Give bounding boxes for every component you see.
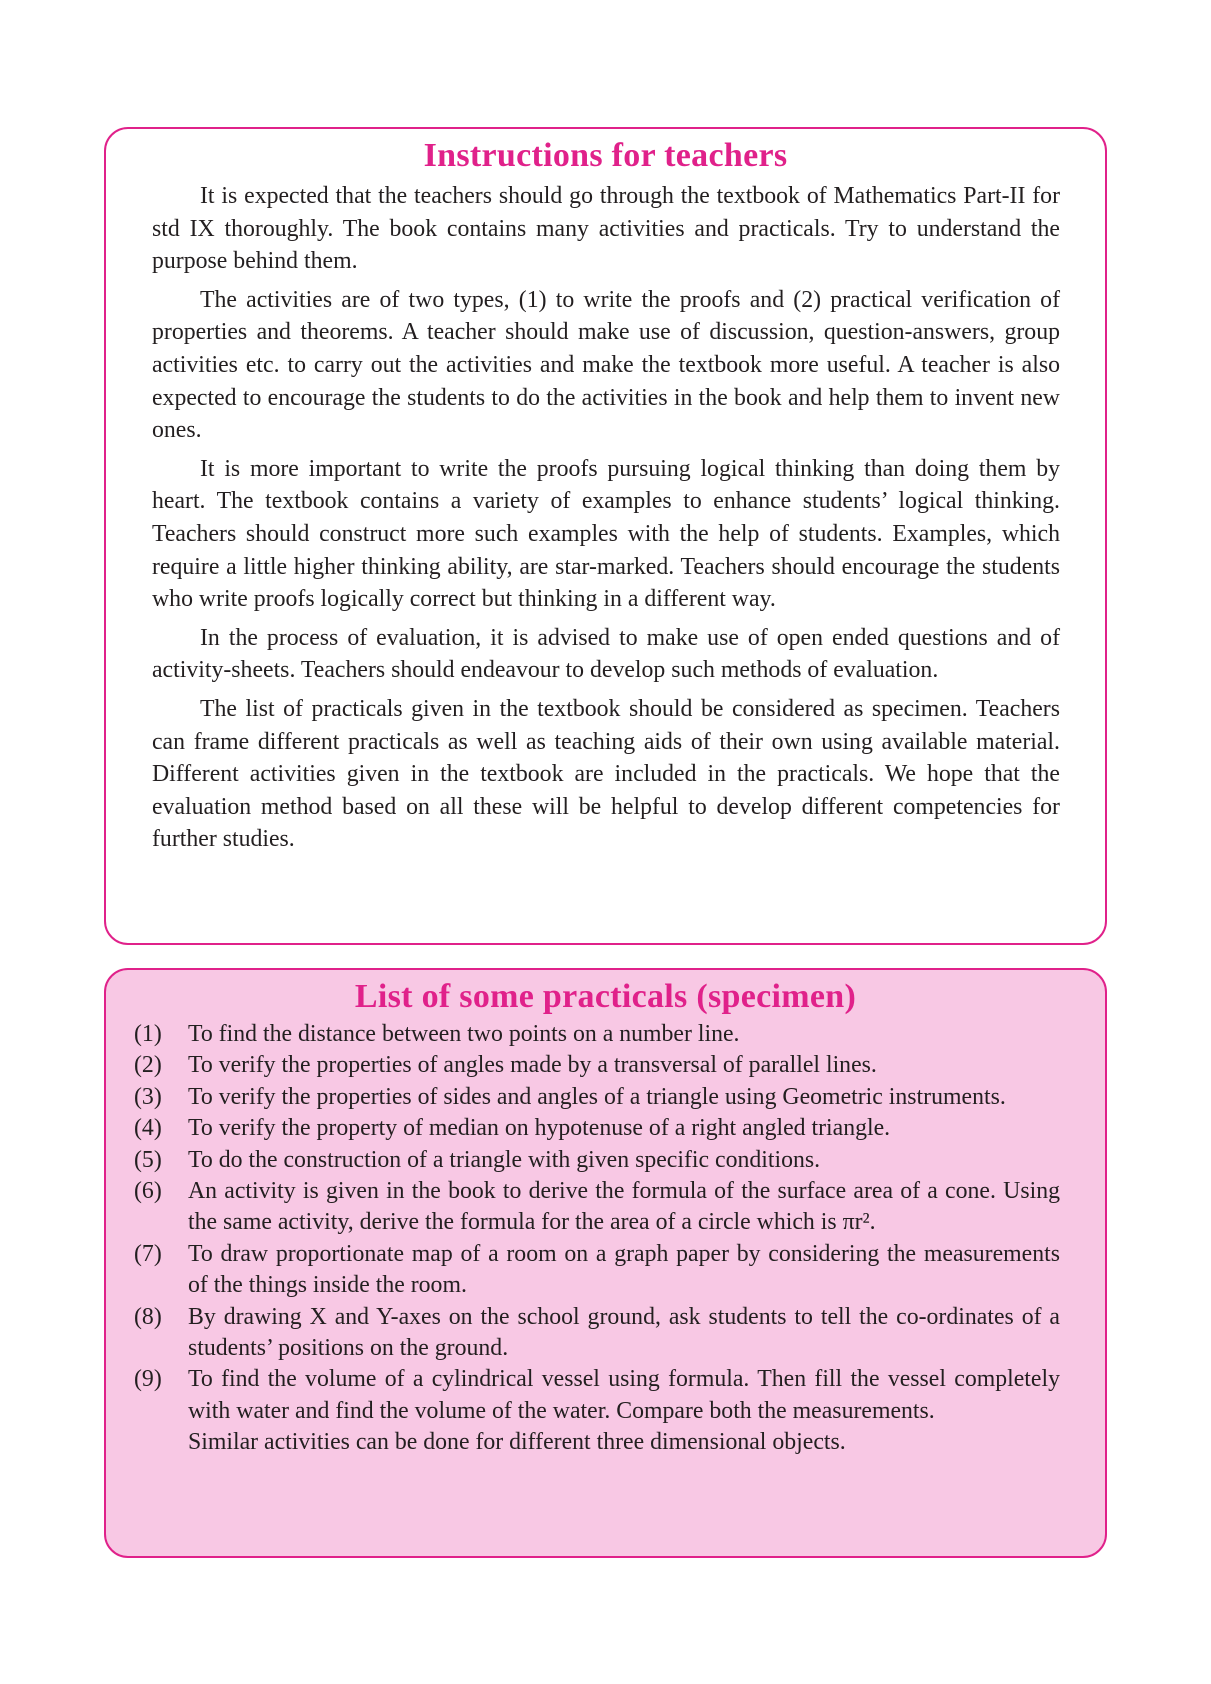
practicals-panel xyxy=(104,968,1107,1558)
instructions-paragraph: It is expected that the teachers should go through the textbook of Mathematics Part-II for std IX thoroughly. The book contains many activities and practicals. Try to understand the purpose behind them. xyxy=(152,183,1060,275)
practical-number: (3) xyxy=(134,1083,162,1110)
practical-text: To verify the properties of angles made by a transversal of parallel lines. xyxy=(188,1052,877,1079)
practical-item xyxy=(134,1145,1060,1176)
instructions-paragraph: The activities are of two types, (1) to write the proofs and (2) practical verification of properties and theorems. A teacher should make use of discussion, question-answers, group activities etc. to carry out the activities and make the textbook more useful. A teacher is also expected to encourage the students to do the activities in the book and help them to invent new ones. xyxy=(152,286,1060,444)
practical-item xyxy=(134,1019,1060,1050)
practical-number: (9) xyxy=(134,1366,162,1393)
practical-number: (5) xyxy=(134,1146,162,1173)
practical-text: To find the volume of a cylindrical vessel using formula. Then fill the vessel completely with water and find the volume of the water. Compare both the measurements. xyxy=(188,1366,1060,1424)
instructions-body xyxy=(152,180,1060,856)
practical-text: An activity is given in the book to derive the formula of the surface area of a cone. Using the same activity, derive the formula for the area of a circle which is πr². xyxy=(188,1178,1060,1236)
instructions-paragraph: In the process of evaluation, it is advised to make use of open ended questions and of activity-sheets. Teachers should endeavour to develop such methods of evaluation. xyxy=(152,624,1060,684)
practical-item xyxy=(134,1050,1060,1081)
practical-item xyxy=(134,1239,1060,1302)
instructions-title: Instructions for teachers xyxy=(423,137,788,174)
practicals-list xyxy=(134,1019,1060,1427)
practical-item xyxy=(134,1082,1060,1113)
instructions-panel xyxy=(104,127,1107,945)
practical-text: To do the construction of a triangle with given specific conditions. xyxy=(188,1146,821,1173)
practical-text: To draw proportionate map of a room on a graph paper by considering the measurements of the things inside the room. xyxy=(188,1240,1060,1299)
practicals-title: List of some practicals (specimen) xyxy=(354,978,857,1015)
practical-item xyxy=(134,1113,1060,1144)
practical-text: To find the distance between two points on a number line. xyxy=(188,1021,740,1047)
practical-number: (8) xyxy=(134,1303,162,1330)
practical-text: To verify the property of median on hypotenuse of a right angled triangle. xyxy=(188,1115,891,1142)
instructions-paragraph: The list of practicals given in the textbook should be considered as specimen. Teachers can frame different practicals as well as teaching aids of their own using available material. Different activities given in the textbook are included in the practicals. We hope that the evaluation method based on all these will be helpful to develop different competencies for further studies. xyxy=(152,695,1060,853)
practical-number: (4) xyxy=(134,1115,162,1142)
practical-item xyxy=(134,1302,1060,1365)
practical-number: (2) xyxy=(134,1052,162,1079)
practical-item xyxy=(134,1364,1060,1427)
practicals-note: Similar activities can be done for different three dimensional objects. xyxy=(188,1429,846,1456)
instructions-paragraph: It is more important to write the proofs pursuing logical thinking than doing them by heart. The textbook contains a variety of examples to enhance students’ logical thinking. Teachers should construct more such examples with the help of students. Examples, which require a little higher thinking ability, are star-marked. Teachers should encourage the students who write proofs logically correct but thinking in a different way. xyxy=(152,455,1060,613)
practical-text: To verify the properties of sides and angles of a triangle using Geometric instruments. xyxy=(188,1083,1006,1110)
practical-number: (1) xyxy=(134,1021,162,1047)
practical-text: By drawing X and Y-axes on the school ground, ask students to tell the co-ordinates of a students’ positions on the ground. xyxy=(188,1303,1060,1362)
practical-number: (7) xyxy=(134,1240,162,1267)
practical-number: (6) xyxy=(134,1178,162,1205)
practical-item xyxy=(134,1176,1060,1239)
